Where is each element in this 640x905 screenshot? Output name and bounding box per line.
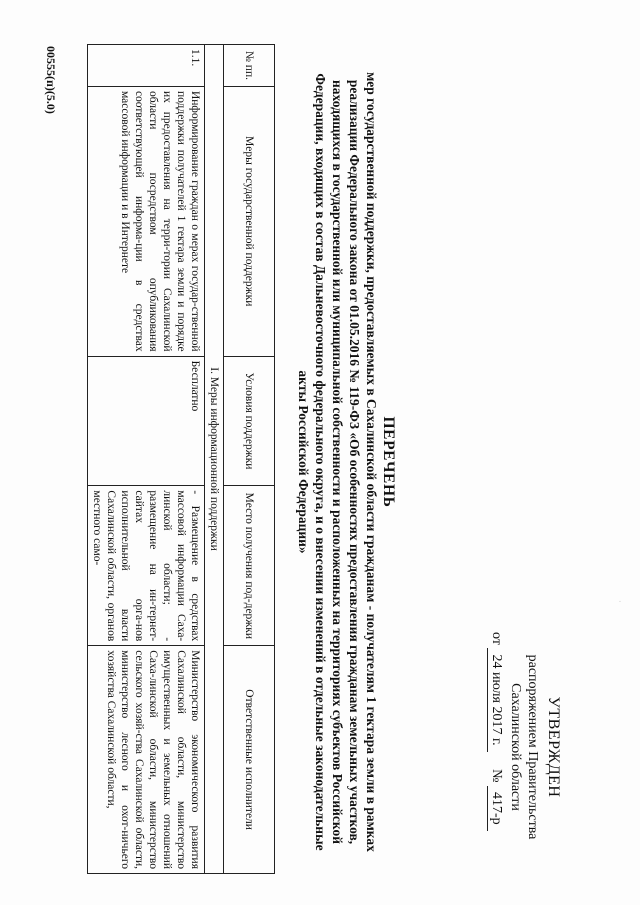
number-prefix: № <box>489 769 504 783</box>
measures-table <box>87 44 275 874</box>
row-conditions: Бесплатно <box>88 356 205 486</box>
section-row <box>205 45 224 874</box>
form-code: 00555(п)(5.0) <box>44 46 58 114</box>
row-executors: Министерство экономического развития Сахалинской области, министерство имущественных и земельных отношений Саха-линской области, министерство сельского хозяй-ства Сахалинской области, министерство лесного и охот-ничьего хозяйства Сахалинской области, <box>88 646 205 874</box>
date-prefix: от <box>489 632 504 645</box>
document-title: ПЕРЕЧЕНЬ <box>380 416 397 508</box>
document-subtitle: мер государственной поддержки, предоставляемых в Сахалинской области гражданам - получателям 1 гектара земли в рамках реализации Федерального закона от 01.05.2016 № 119-ФЗ «Об особенностях предоставления гражданам земельных участков, находящихся в государственной или муниципальной собственности и расположенных на территориях субъектов Российской Федерации, входящих в состав Дальневосточного федерального округа, и о внесении изменений в отдельные законодательные акты Российской Федерации» <box>296 72 379 852</box>
row-place: - Размещение в средствах массовой информации Саха-линской области; - размещение на ин-тернет-сайтах орга-нов исполнительной власти Сахалинской области, органов местного само- <box>88 486 205 646</box>
approval-title: УТВЕРЖДЕН <box>545 696 562 798</box>
table-row <box>88 45 205 874</box>
approval-stamp <box>487 632 562 862</box>
row-number: 1.1. <box>88 45 205 87</box>
header-measures: Меры государственной поддержки <box>224 86 275 356</box>
document-heading <box>295 62 397 862</box>
section-title: I. Меры информационной поддержки <box>205 45 224 874</box>
approval-number: 417-р <box>487 786 505 831</box>
approval-line-1: распоряжением Правительства <box>525 654 540 840</box>
approval-date-line <box>487 632 505 862</box>
table-header-row <box>224 45 275 874</box>
header-executors: Ответственные исполнители <box>224 646 275 874</box>
row-measure: Информирование граждан о мерах государ-ственной поддержки получателей 1 гектара земли и порядке их предоставления на терри-тории Сахалинской области посредством опубликования соответствующей информа-ции в средствах массовой информации и в Интернете <box>88 86 205 356</box>
approval-line-2: Сахалинской области <box>508 683 523 811</box>
header-number: № пп. <box>224 45 275 87</box>
header-conditions: Условия поддержки <box>224 356 275 486</box>
header-place: Место получения под-держки <box>224 486 275 646</box>
approval-date: 24 июля 2017 г. <box>487 648 505 751</box>
scan-smudge: · <box>615 600 624 603</box>
